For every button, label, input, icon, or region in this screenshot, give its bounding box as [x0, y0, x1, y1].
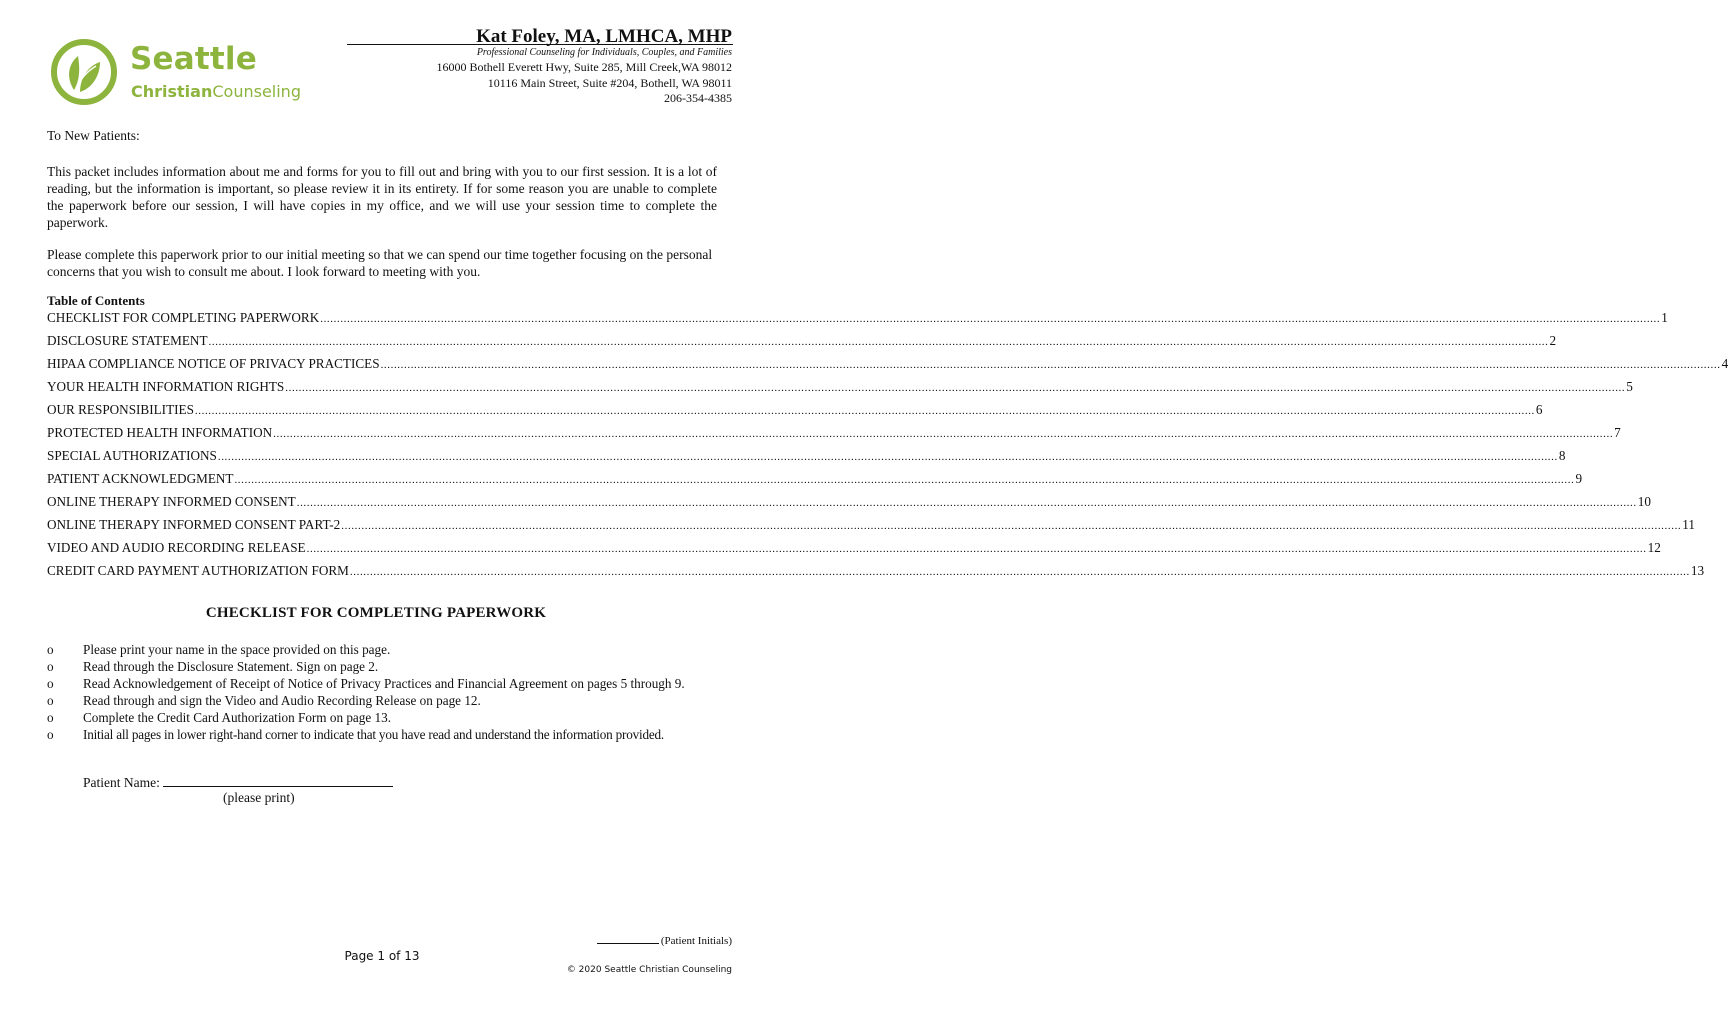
toc-entry-label: YOUR HEALTH INFORMATION RIGHTS — [47, 379, 285, 394]
toc-entry-label: ONLINE THERAPY INFORMED CONSENT PART-2 — [47, 517, 341, 532]
logo-word-christian: Christian — [131, 82, 213, 101]
please-print-hint: (please print) — [223, 790, 295, 805]
checklist-item — [47, 692, 727, 709]
toc-entry-page: 9 — [1575, 471, 1583, 486]
toc-entry-page: 11 — [1682, 517, 1695, 532]
patient-initials-field[interactable] — [597, 933, 659, 944]
toc-entry-page: 5 — [1626, 379, 1633, 394]
checklist-item — [47, 709, 727, 726]
toc-entry-page: 12 — [1647, 540, 1661, 555]
intro-paragraph: Please complete this paperwork prior to our initial meeting so that we can spend our time together focusing on the personal concerns that you wish to consult me about. I look forward to meeting with you. — [47, 247, 713, 279]
toc-entry-label: VIDEO AND AUDIO RECORDING RELEASE — [47, 540, 306, 555]
checklist-item — [47, 726, 727, 743]
checklist-item-text: Complete the Credit Card Authorization Form on page 13. — [83, 710, 392, 725]
toc-leader: ................................................................................................................................................................................................................................................................................................................................................................................................................ — [380, 359, 1721, 371]
toc-entry-page: 13 — [1690, 563, 1705, 578]
toc-entry-page: 10 — [1637, 494, 1651, 509]
patient-name-label: Patient Name: — [83, 775, 160, 790]
practice-tagline: Professional Counseling for Individuals, Couples, and Families — [476, 47, 732, 58]
toc-entry-page: 4 — [1721, 356, 1728, 371]
toc-entry-label: SPECIAL AUTHORIZATIONS — [47, 448, 217, 463]
toc-entry-label: PROTECTED HEALTH INFORMATION — [47, 425, 273, 440]
toc-entry-label: OUR RESPONSIBILITIES — [47, 402, 194, 417]
toc-leader: ................................................................................................................................................................................................................................................................................................................................................................................................................ — [306, 543, 1647, 555]
copyright: © 2020 Seattle Christian Counseling — [566, 965, 732, 975]
logo-word-seattle: Seattle — [130, 41, 257, 77]
checklist-item-text: Initial all pages in lower right-hand corner to indicate that you have read and understand the information provided. — [83, 727, 665, 742]
intro-paragraph: This packet includes information about me and forms for you to fill out and bring with you to our first session. It is a lot of reading, but the information is important, so please review it in its entirety. If for some reason you are unable to complete the paperwork before our session, I will have copies in my office, and we will use your session time to complete the paperwork. — [47, 164, 717, 230]
patient-initials — [597, 933, 732, 947]
toc-leader: ................................................................................................................................................................................................................................................................................................................................................................................................................ — [234, 474, 1575, 486]
checkbox-bullet-icon: o — [47, 710, 54, 725]
checklist-item-text: Read through and sign the Video and Audio Recording Release on page 12. — [83, 693, 481, 708]
logo-word-counseling: Counseling — [212, 82, 301, 101]
toc-entry-label: HIPAA COMPLIANCE NOTICE OF PRIVACY PRACTICES — [47, 356, 380, 371]
toc-entry[interactable] — [47, 516, 1695, 539]
toc-leader: ................................................................................................................................................................................................................................................................................................................................................................................................................ — [194, 405, 1535, 417]
toc-leader: ................................................................................................................................................................................................................................................................................................................................................................................................................ — [273, 428, 1614, 440]
table-of-contents — [47, 309, 1728, 585]
checklist-item — [47, 641, 727, 658]
checkbox-bullet-icon: o — [47, 659, 54, 674]
checklist-item-text: Read through the Disclosure Statement. Sign on page 2. — [83, 659, 379, 674]
toc-entry[interactable] — [47, 378, 1633, 401]
greeting: To New Patients: — [47, 128, 140, 143]
logo-subtitle — [131, 84, 301, 100]
toc-entry-page: 6 — [1535, 402, 1543, 417]
toc-entry[interactable] — [47, 424, 1621, 447]
page-number: Page 1 of 13 — [344, 949, 420, 963]
toc-entry-label: PATIENT ACKNOWLEDGMENT — [47, 471, 234, 486]
toc-leader: ................................................................................................................................................................................................................................................................................................................................................................................................................ — [285, 382, 1626, 394]
checklist-title: CHECKLIST FOR COMPLETING PAPERWORK — [205, 605, 547, 621]
toc-entry[interactable] — [47, 309, 1668, 332]
patient-initials-label: (Patient Initials) — [660, 935, 732, 947]
leaf-logo-icon — [50, 38, 118, 106]
checklist-item — [47, 658, 727, 675]
toc-entry[interactable] — [47, 470, 1583, 493]
toc-entry-label: CREDIT CARD PAYMENT AUTHORIZATION FORM — [47, 563, 349, 578]
toc-entry-label: CHECKLIST FOR COMPLETING PAPERWORK — [47, 310, 320, 325]
checklist-item-text: Please print your name in the space provided on this page. — [83, 642, 391, 657]
address-line: 10116 Main Street, Suite #204, Bothell, WA 98011 — [487, 75, 732, 90]
toc-leader: ................................................................................................................................................................................................................................................................................................................................................................................................................ — [208, 336, 1549, 348]
checklist — [47, 641, 727, 743]
toc-entry-page: 7 — [1614, 425, 1621, 440]
toc-title: Table of Contents — [47, 293, 145, 308]
seattle-christian-counseling-logo — [50, 38, 330, 108]
toc-entry-page: 1 — [1661, 310, 1668, 325]
checkbox-bullet-icon: o — [47, 642, 54, 657]
toc-entry[interactable] — [47, 447, 1566, 470]
toc-leader: ................................................................................................................................................................................................................................................................................................................................................................................................................ — [217, 451, 1558, 463]
checkbox-bullet-icon: o — [47, 693, 54, 708]
toc-entry[interactable] — [47, 401, 1543, 424]
toc-entry[interactable] — [47, 355, 1728, 378]
toc-entry-label: DISCLOSURE STATEMENT — [47, 333, 208, 348]
toc-entry[interactable] — [47, 539, 1661, 562]
toc-entry[interactable] — [47, 493, 1651, 516]
header-rule — [347, 44, 733, 45]
toc-leader: ................................................................................................................................................................................................................................................................................................................................................................................................................ — [341, 520, 1682, 532]
checkbox-bullet-icon: o — [47, 676, 54, 691]
toc-entry-page: 8 — [1558, 448, 1566, 463]
address-line: 16000 Bothell Everett Hwy, Suite 285, Mill Creek,WA 98012 — [436, 60, 732, 74]
toc-entry-label: ONLINE THERAPY INFORMED CONSENT — [47, 494, 296, 509]
phone-number: 206-354-4385 — [664, 91, 732, 105]
checklist-item — [47, 675, 727, 692]
toc-leader: ................................................................................................................................................................................................................................................................................................................................................................................................................ — [320, 313, 1661, 325]
checklist-item-text: Read Acknowledgement of Receipt of Notice of Privacy Practices and Financial Agreement on pages 5 through 9. — [83, 676, 685, 691]
toc-leader: ................................................................................................................................................................................................................................................................................................................................................................................................................ — [296, 497, 1637, 509]
patient-name-field[interactable] — [163, 772, 393, 787]
toc-entry[interactable] — [47, 332, 1557, 355]
practitioner-name-text: Kat Foley, MA, LMHCA, MHP — [476, 26, 732, 47]
toc-leader: ................................................................................................................................................................................................................................................................................................................................................................................................................ — [349, 566, 1690, 578]
toc-entry-page: 2 — [1549, 333, 1557, 348]
checkbox-bullet-icon: o — [47, 727, 54, 742]
toc-entry[interactable] — [47, 562, 1705, 585]
practice-address — [436, 60, 732, 107]
